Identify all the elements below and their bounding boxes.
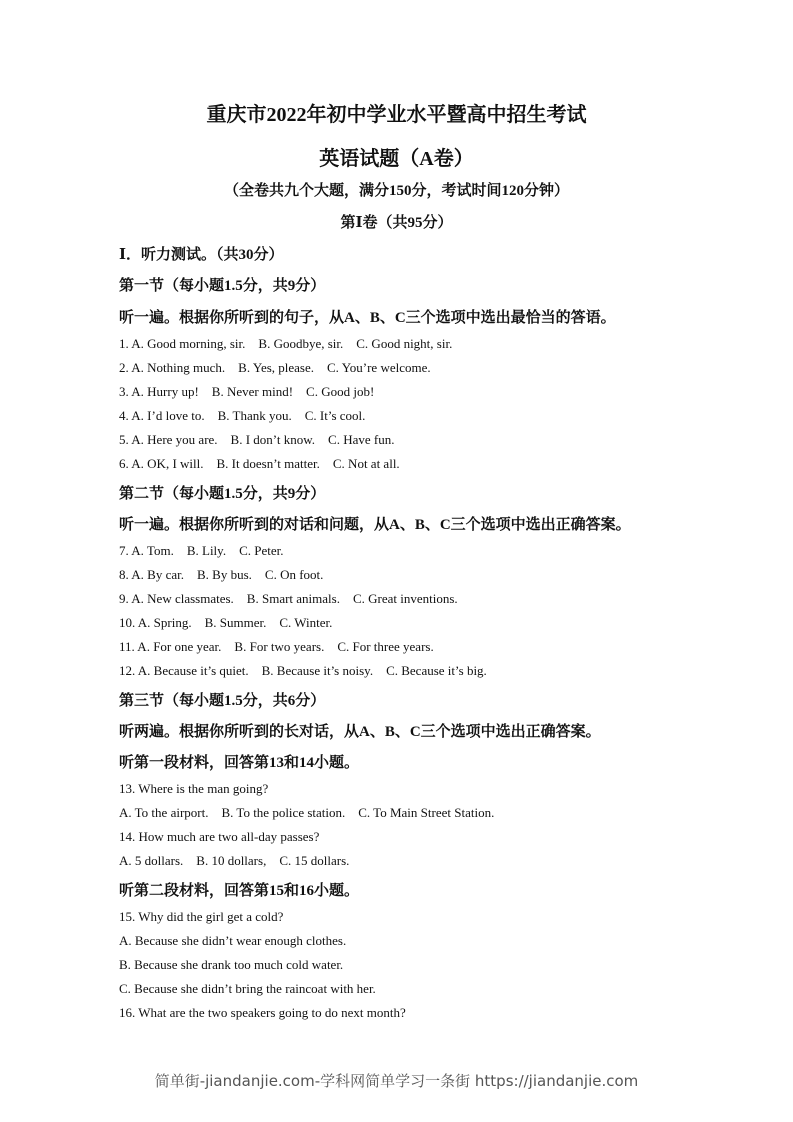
question-line: C. Because she didn’t bring the raincoat with her. <box>119 981 376 996</box>
footer-watermark: 简单街-jiandanjie.com-学科网简单学习一条街 https://jiandanjie.com <box>154 1072 639 1090</box>
section-3-instruction: 听两遍。根据你所听到的长对话，从A、B、C三个选项中选出正确答案。 <box>119 724 601 740</box>
question-line: 11. A. For one year. B. For two years. C. For three years. <box>119 639 434 654</box>
question-line: 2. A. Nothing much. B. Yes, please. C. You’re welcome. <box>119 360 431 375</box>
question-line: 1. A. Good morning, sir. B. Goodbye, sir. C. Good night, sir. <box>119 336 453 351</box>
question-line: 13. Where is the man going? <box>119 781 269 796</box>
section-3-heading: 第三节（每小题1.5分，共6分） <box>119 693 326 709</box>
section-2-heading: 第二节（每小题1.5分，共9分） <box>119 486 326 502</box>
question-line: 7. A. Tom. B. Lily. C. Peter. <box>119 543 284 558</box>
exam-info: （全卷共九个大题，满分150分，考试时间120分钟） <box>223 183 569 199</box>
question-line: 3. A. Hurry up! B. Never mind! C. Good job! <box>119 384 375 399</box>
question-line: 14. How much are two all-day passes? <box>119 829 320 844</box>
question-line: 8. A. By car. B. By bus. C. On foot. <box>119 567 324 582</box>
question-line: A. Because she didn’t wear enough clothes. <box>119 933 347 948</box>
question-line: 16. What are the two speakers going to do next month? <box>119 1005 406 1020</box>
document-title: 重庆市2022年初中学业水平暨高中招生考试 <box>206 104 587 126</box>
question-line: 10. A. Spring. B. Summer. C. Winter. <box>119 615 333 630</box>
section-title: Ⅰ．听力测试。（共30分） <box>119 247 284 263</box>
section-2-instruction: 听一遍。根据你所听到的对话和问题，从A、B、C三个选项中选出正确答案。 <box>119 517 631 533</box>
question-line: A. 5 dollars. B. 10 dollars, C. 15 dollars. <box>119 853 350 868</box>
question-line: 6. A. OK, I will. B. It doesn’t matter. C. Not at all. <box>119 456 400 471</box>
document-subtitle: 英语试题（A卷） <box>319 148 474 170</box>
question-line: B. Because she drank too much cold water. <box>119 957 344 972</box>
material-2-heading: 听第二段材料，回答第15和16小题。 <box>119 883 360 899</box>
section-1-heading: 第一节（每小题1.5分，共9分） <box>119 278 326 294</box>
question-line: 12. A. Because it’s quiet. B. Because it’s noisy. C. Because it’s big. <box>119 663 487 678</box>
question-line: 4. A. I’d love to. B. Thank you. C. It’s cool. <box>119 408 366 423</box>
material-1-heading: 听第一段材料，回答第13和14小题。 <box>119 755 360 771</box>
section-1-instruction: 听一遍。根据你所听到的句子，从A、B、C三个选项中选出最恰当的答语。 <box>119 310 616 326</box>
question-line: 15. Why did the girl get a cold? <box>119 909 284 924</box>
question-line: A. To the airport. B. To the police station. C. To Main Street Station. <box>119 805 495 820</box>
part-title: 第Ⅰ卷（共95分） <box>340 215 453 231</box>
question-line: 9. A. New classmates. B. Smart animals. C. Great inventions. <box>119 591 458 606</box>
question-line: 5. A. Here you are. B. I don’t know. C. Have fun. <box>119 432 395 447</box>
